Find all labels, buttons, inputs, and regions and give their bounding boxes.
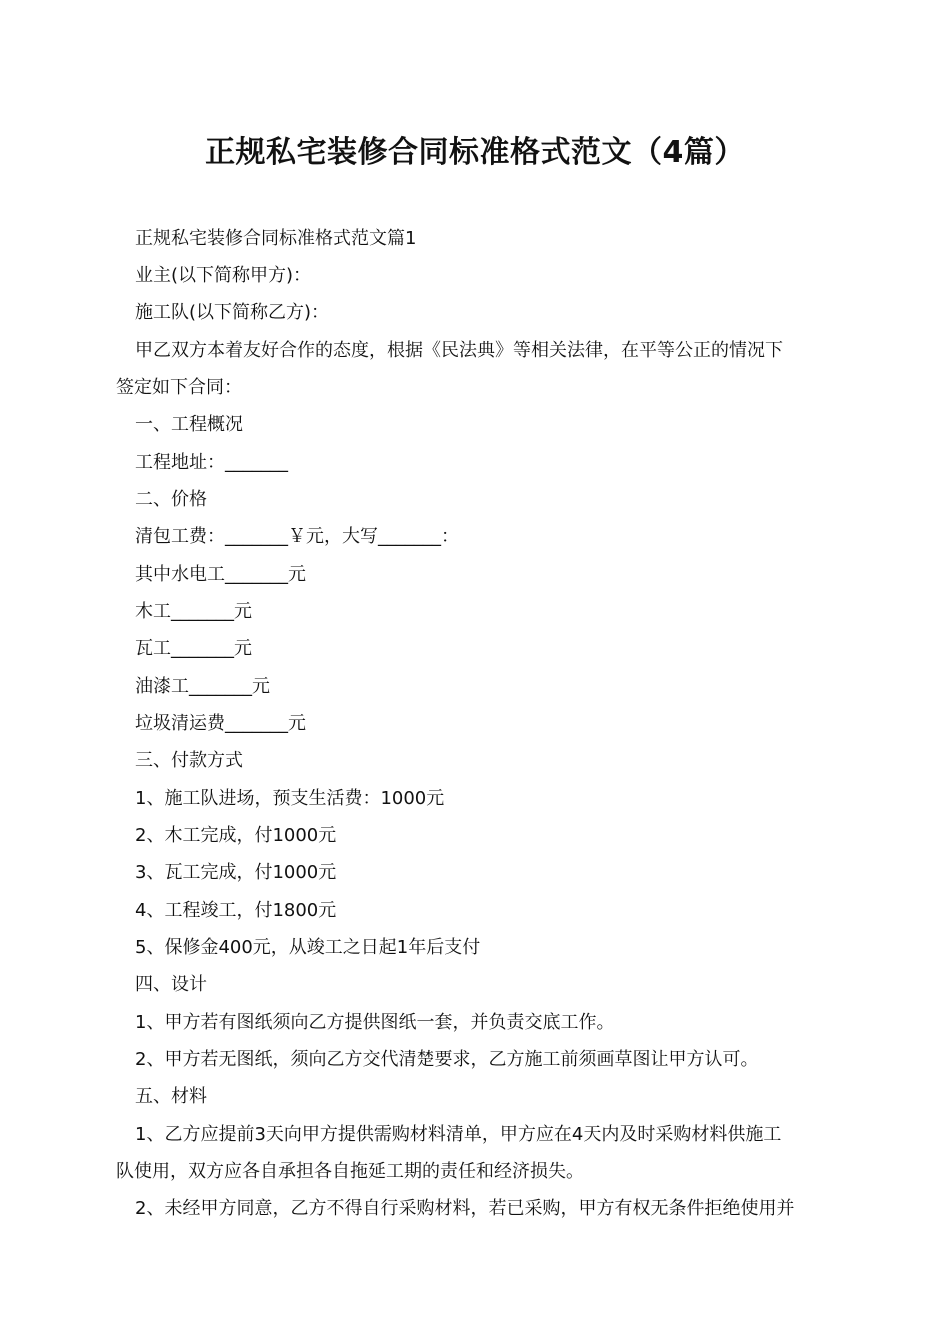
materials-item-1-line-2: 队使用，双方应各自承担各自拖延工期的责任和经济损失。 bbox=[116, 1161, 584, 1182]
painting-line: 油漆工_______元 bbox=[135, 676, 270, 697]
preamble-line-2: 签定如下合同： bbox=[116, 377, 242, 398]
waste-removal-line: 垃圾清运费_______元 bbox=[135, 713, 306, 734]
contractor-line: 施工队(以下简称乙方)： bbox=[135, 302, 330, 323]
payment-item-4: 4、工程竣工，付1800元 bbox=[135, 900, 337, 921]
section-heading-design: 四、设计 bbox=[135, 974, 207, 995]
payment-item-5: 5、保修金400元，从竣工之日起1年后支付 bbox=[135, 937, 481, 958]
materials-item-1-line-1: 1、乙方应提前3天向甲方提供需购材料清单，甲方应在4天内及时采购材料供施工 bbox=[135, 1124, 782, 1145]
document-title: 正规私宅装修合同标准格式范文（4篇） bbox=[205, 135, 745, 170]
project-address-line: 工程地址：_______ bbox=[135, 452, 288, 473]
section-heading-materials: 五、材料 bbox=[135, 1086, 207, 1107]
payment-item-1: 1、施工队进场，预支生活费：1000元 bbox=[135, 788, 445, 809]
payment-item-3: 3、瓦工完成，付1000元 bbox=[135, 862, 337, 883]
payment-item-2: 2、木工完成，付1000元 bbox=[135, 825, 337, 846]
carpentry-line: 木工_______元 bbox=[135, 601, 252, 622]
design-item-1: 1、甲方若有图纸须向乙方提供图纸一套，并负责交底工作。 bbox=[135, 1012, 615, 1033]
preamble-line-1: 甲乙双方本着友好合作的态度，根据《民法典》等相关法律，在平等公正的情况下 bbox=[135, 340, 783, 361]
section-heading-price: 二、价格 bbox=[135, 489, 207, 510]
section-heading-payment: 三、付款方式 bbox=[135, 750, 243, 771]
labor-fee-line: 清包工费：_______￥元，大写_______： bbox=[135, 526, 459, 547]
materials-item-2-line-1: 2、未经甲方同意，乙方不得自行采购材料，若已采购，甲方有权无条件拒绝使用并 bbox=[135, 1198, 795, 1219]
plumbing-electric-line: 其中水电工_______元 bbox=[135, 564, 306, 585]
design-item-2: 2、甲方若无图纸，须向乙方交代清楚要求，乙方施工前须画草图让甲方认可。 bbox=[135, 1049, 759, 1070]
section-heading-project-overview: 一、工程概况 bbox=[135, 414, 243, 435]
section-heading-article-1: 正规私宅装修合同标准格式范文篇1 bbox=[135, 228, 417, 249]
owner-line: 业主(以下简称甲方)： bbox=[135, 265, 312, 286]
tiling-line: 瓦工_______元 bbox=[135, 638, 252, 659]
